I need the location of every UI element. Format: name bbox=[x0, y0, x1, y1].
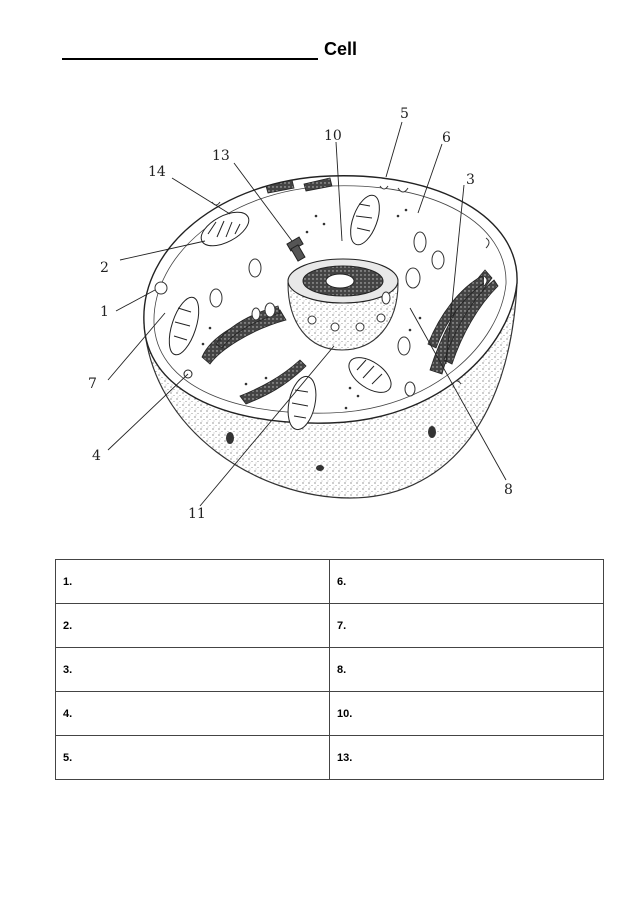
callout-11: 11 bbox=[188, 506, 206, 522]
callout-10: 10 bbox=[324, 128, 342, 144]
answer-cell-3[interactable]: 3. bbox=[56, 648, 330, 692]
callout-7: 7 bbox=[88, 376, 97, 392]
answer-cell-1[interactable]: 1. bbox=[56, 560, 330, 604]
callout-6: 6 bbox=[442, 130, 451, 146]
name-blank-line[interactable] bbox=[62, 58, 318, 60]
animal-cell-diagram bbox=[80, 98, 540, 538]
worksheet-title: Cell bbox=[324, 39, 358, 59]
callout-14: 14 bbox=[148, 164, 166, 180]
answer-cell-6[interactable]: 6. bbox=[330, 560, 604, 604]
answer-table bbox=[55, 559, 604, 780]
worksheet-header bbox=[62, 38, 382, 64]
callout-1: 1 bbox=[100, 304, 109, 320]
table-row bbox=[56, 648, 604, 692]
table-row bbox=[56, 692, 604, 736]
table-row bbox=[56, 736, 604, 780]
answer-cell-13[interactable]: 13. bbox=[330, 736, 604, 780]
answer-cell-8[interactable]: 8. bbox=[330, 648, 604, 692]
table-row bbox=[56, 560, 604, 604]
answer-cell-4[interactable]: 4. bbox=[56, 692, 330, 736]
answer-cell-7[interactable]: 7. bbox=[330, 604, 604, 648]
table-row bbox=[56, 604, 604, 648]
answer-cell-10[interactable]: 10. bbox=[330, 692, 604, 736]
callout-8: 8 bbox=[504, 482, 513, 498]
callout-4: 4 bbox=[92, 448, 101, 464]
answer-cell-2[interactable]: 2. bbox=[56, 604, 330, 648]
callout-5: 5 bbox=[400, 106, 409, 122]
callout-13: 13 bbox=[212, 148, 230, 164]
answer-cell-5[interactable]: 5. bbox=[56, 736, 330, 780]
callout-3: 3 bbox=[466, 172, 475, 188]
callout-2: 2 bbox=[100, 260, 109, 276]
